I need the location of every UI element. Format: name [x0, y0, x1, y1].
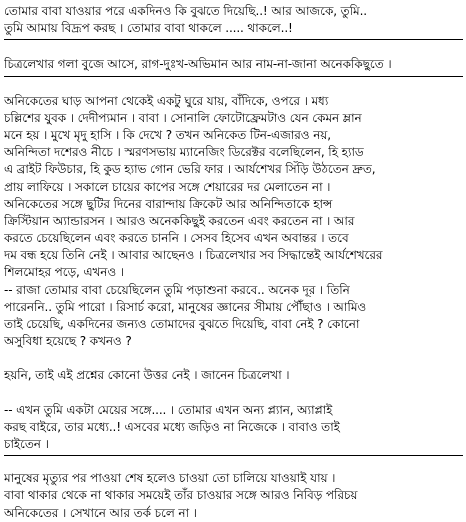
text-line: এ ব্রাইট ফিউচার, হি কুড হ্যাভ গোন ভেরি ফার । আর্যশেখর সিঁড়ি উঠতেন দ্রুত,: [4, 162, 376, 177]
text-line: চিত্রলেখার গলা বুজে আসে, রাগ-দুঃখ-অভিমান আর নাম-না-জানা অনেককিছুতে ।: [4, 57, 392, 72]
paragraph-7: [4, 470, 463, 522]
text-line: অনিন্দিতা দশেরও নীচে । স্মরণসভায় ম্যানেজিং ডিরেক্টর বলেছিলেন, হি হ্যাড: [4, 145, 364, 160]
paragraph-5: [4, 367, 463, 384]
text-line: দম বন্ধ হয়ে তিনি নেই । আবার আছেনও । চিত্রলেখার সব সিদ্ধান্তেই আর্যশেখরের: [4, 248, 383, 263]
text-line: তাই চেয়েছি, একদিনের জন্যও তোমাদের বুঝতে দিয়েছি, বাবা নেই ? কোনো: [4, 317, 360, 331]
text-line: অসুবিধা হয়েছে ? কখনও ?: [4, 334, 132, 349]
text-line: হয়নি, তাই এই প্রশ্নের কোনো উত্তর নেই । জানেন চিত্রলেখা ।: [4, 368, 290, 383]
text-line: অনিকেতের সঙ্গে ছুটির দিনের বারান্দায় ক্রিকেট আর অনিন্দিতাকে হান্স: [4, 196, 333, 211]
text-line: চাইতেন ।: [4, 436, 49, 451]
document-page: [4, 3, 463, 522]
text-line: অনিকেতের ঘাড় আপনা থেকেই একটু ঘুরে যায়, বাঁদিকে, ওপরে । মধ্য: [4, 93, 329, 108]
paragraph-1: [4, 3, 463, 37]
text-line: করছ বাইরে, তার মধ্যে..! এসবের মধ্যে জড়িও না নিজেকে । বাবাও তাই: [4, 419, 340, 434]
text-line: মানুষের মৃত্যুর পর পাওয়া শেষ হলেও চাওয়া তো চালিয়ে যাওয়াই যায় ।: [4, 471, 336, 486]
text-line: -- রাজা তোমার বাবা চেয়েছিলেন তুমি পড়াশুনা করবে.. অনেক দূর । তিনি: [4, 282, 350, 297]
text-line: প্রায় লাফিয়ে । সকালে চায়ের কাপের সঙ্গে শেয়ারের দর মেলাতেন না ।: [4, 179, 331, 194]
text-line: পারেননি.. তুমি পারো । রিসার্চ করো, মানুষের জ্ঞানের সীমায় পৌঁছাও । আমিও: [4, 299, 367, 314]
text-line: মনে হয় । মুখে মৃদু হাসি । কি দেখে ? তখন অনিকেত টিন-এজারও নয়,: [4, 127, 331, 142]
text-line: -- এখন তুমি একটা মেয়ের সঙ্গে.... । তোমার এখন অন্য প্ল্যান, অ্যাপ্লাই: [4, 402, 333, 417]
text-line: চল্লিশের যুবক । দেদীপ্যমান । বাবা । সোনালি ফোটোফ্রেমটাও যেন কেমন ম্লান: [4, 110, 362, 125]
text-line: ক্রিস্টিয়ান অ্যান্ডারসন । আরও অনেককিছুই করতেন এবং করতেন না । আর: [4, 213, 355, 228]
paragraph-4: [4, 282, 463, 351]
paragraph-2: [4, 56, 463, 73]
text-line: বাবা থাকার থেকে না থাকার সময়েই তাঁর চাওয়ার সঙ্গে আরও নিবিড় পরিচয়: [4, 488, 358, 503]
paragraph-3: [4, 93, 463, 282]
text-line: তুমি আমায় বিদ্রূপ করছ । তোমার বাবা থাকলে ..... থাকলে..!: [4, 21, 293, 36]
text-line: শিলমোহর পড়ে, এখনও ।: [4, 265, 124, 280]
paragraph-6: [4, 402, 463, 454]
text-line: অনিকেতের । সেখানে আর তর্ক চলে না ।: [4, 505, 197, 520]
text-line: করতে চেয়েছিলেন এবং করতে চাননি । সেসব হিসেব এখন অবান্তর । তবে: [4, 231, 349, 246]
text-line: তোমার বাবা যাওয়ার পরে একদিনও কি বুঝতে দিয়েছি..! আর আজকে, তুমি..: [4, 4, 368, 18]
